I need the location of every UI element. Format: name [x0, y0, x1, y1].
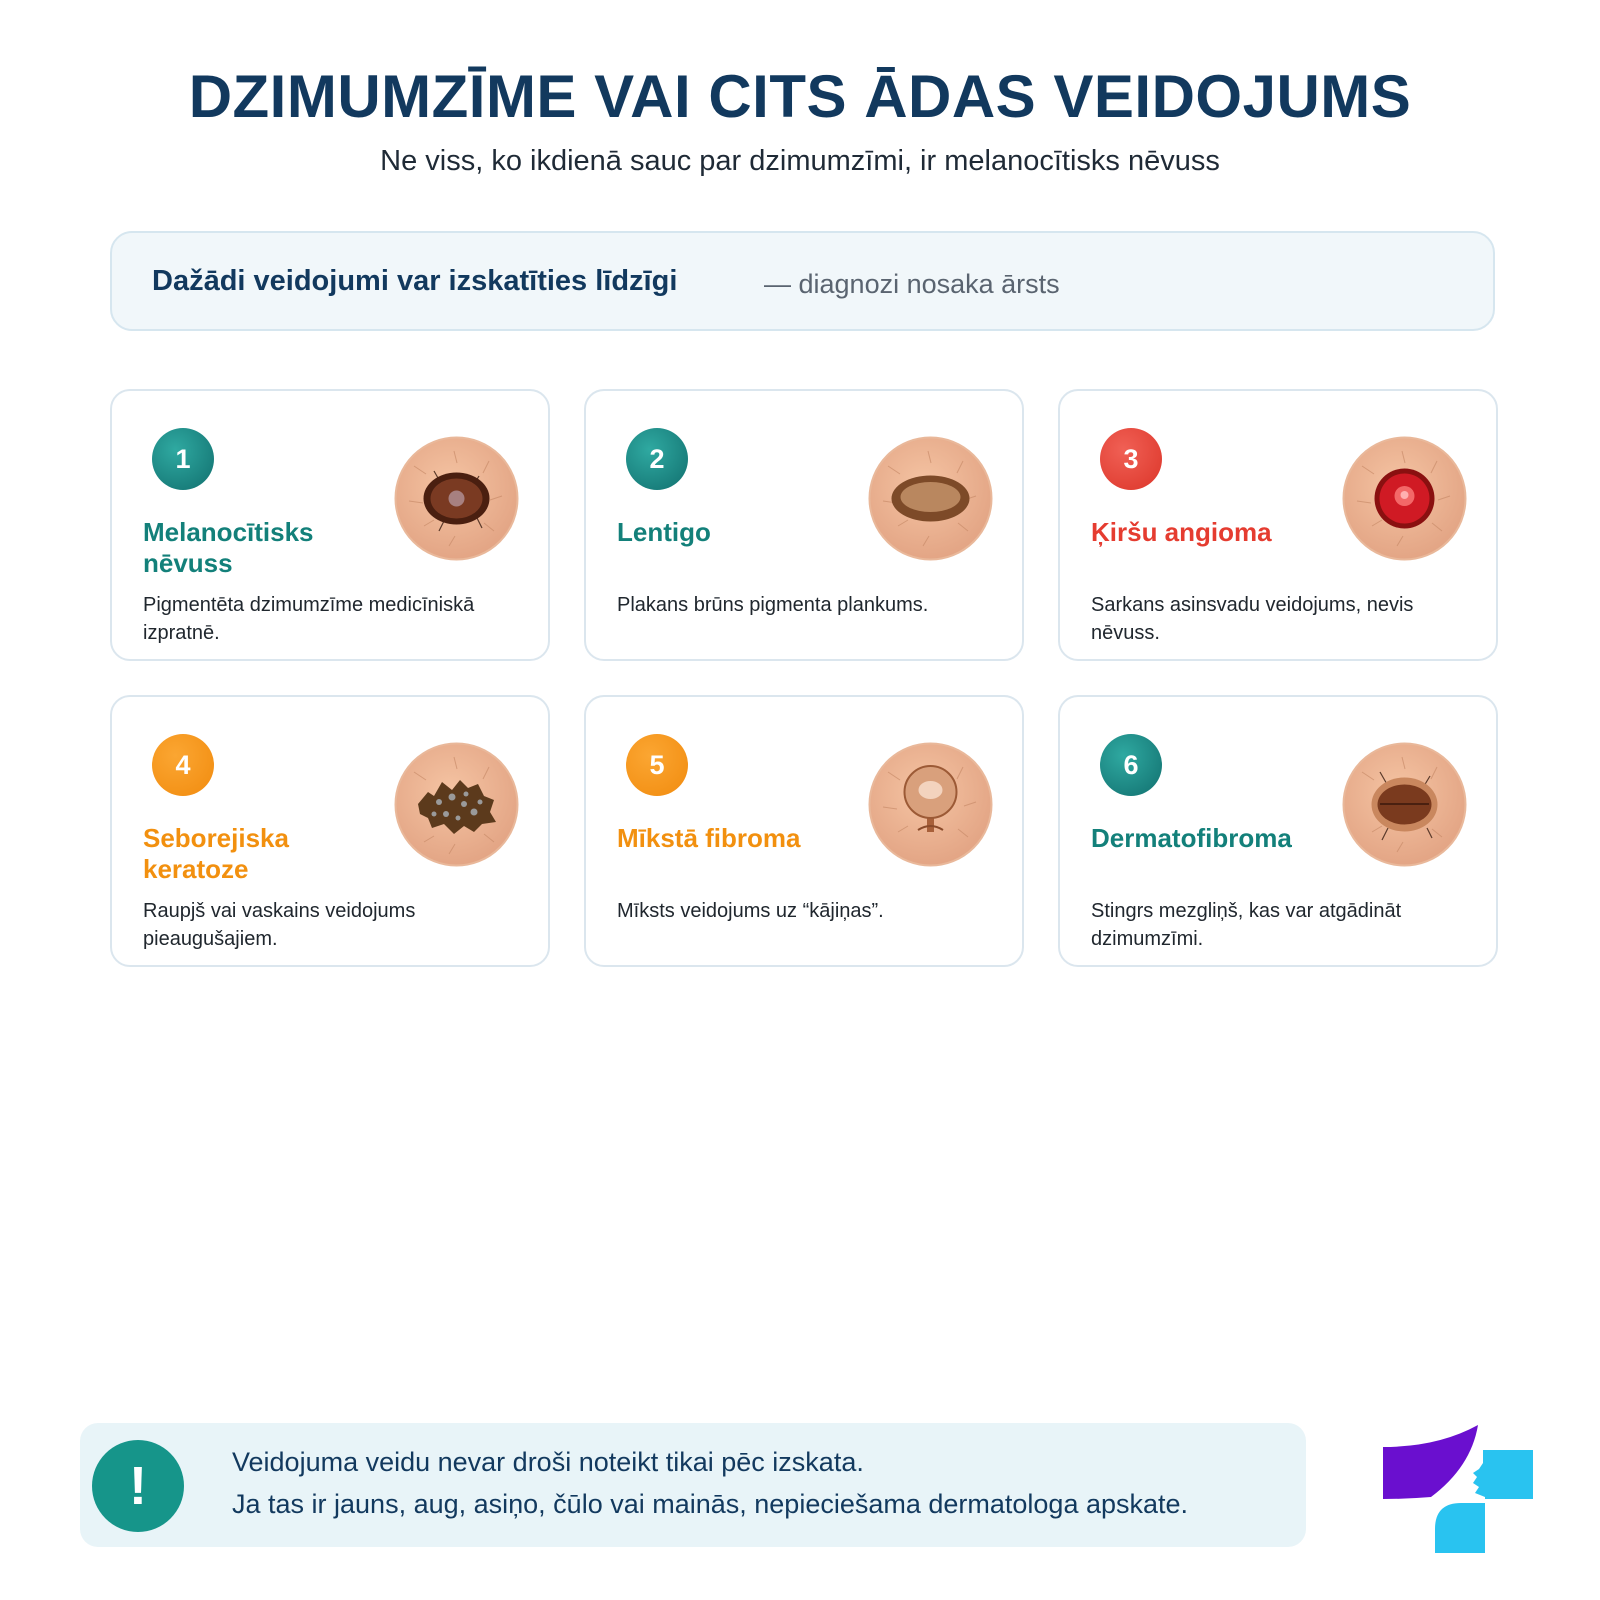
card-number-badge: 1 [152, 428, 214, 490]
warning-line-1: Veidojuma veidu nevar droši noteikt tikai pēc izskata. [232, 1447, 864, 1477]
banner-main-text: Dažādi veidojumi var izskatīties līdzīgi [152, 265, 678, 297]
soft-fibroma-icon [868, 742, 993, 867]
warning-box [80, 1423, 1306, 1547]
seborrheic-keratosis-icon [394, 742, 519, 867]
cherry-angioma-icon [1342, 436, 1467, 561]
page-title: DZIMUMZĪME VAI CITS ĀDAS VEIDOJUMS [188, 63, 1412, 130]
exclamation-icon: ! [92, 1440, 184, 1532]
card-title: Dermatofibroma [1091, 823, 1292, 853]
card-number-badge: 3 [1100, 428, 1162, 490]
card-title: Seborejiska keratoze [143, 823, 289, 884]
lentigo-icon [868, 436, 993, 561]
card-number-badge: 5 [626, 734, 688, 796]
card-number-badge: 2 [626, 428, 688, 490]
card-description: Sarkans asinsvadu veidojums, nevis nēvuss. [1091, 594, 1414, 644]
card-title: Mīkstā fibroma [617, 823, 801, 853]
page-subtitle: Ne viss, ko ikdienā sauc par dzimumzīmi, ir melanocītisks nēvuss [380, 145, 1220, 177]
nevus-icon [394, 436, 519, 561]
card-description: Pigmentēta dzimumzīme medicīniskā izpratnē. [143, 594, 475, 644]
card-title: Melanocītisks nēvuss [143, 517, 314, 578]
card-number-badge: 4 [152, 734, 214, 796]
card-seborrheic-keratosis [110, 695, 550, 967]
banner-sub-text: — diagnozi nosaka ārsts [764, 269, 1060, 299]
info-banner [110, 231, 1495, 331]
card-description: Mīksts veidojums uz “kājiņas”. [617, 900, 884, 922]
card-cherry-angioma [1058, 389, 1498, 661]
card-description: Raupjš vai vaskains veidojums pieaugušajiem. [143, 900, 416, 950]
card-soft-fibroma [584, 695, 1024, 967]
card-description: Plakans brūns pigmenta plankums. [617, 594, 929, 616]
card-title: Lentigo [617, 517, 711, 547]
card-melanocytic-nevus [110, 389, 550, 661]
card-dermatofibroma [1058, 695, 1498, 967]
card-number-badge: 6 [1100, 734, 1162, 796]
brand-logo-icon [1383, 1425, 1539, 1553]
card-title: Ķiršu angioma [1091, 517, 1272, 547]
warning-line-2: Ja tas ir jauns, aug, asiņo, čūlo vai mainās, nepieciešama dermatologa apskate. [232, 1489, 1189, 1519]
dermatofibroma-icon [1342, 742, 1467, 867]
card-lentigo [584, 389, 1024, 661]
card-description: Stingrs mezgliņš, kas var atgādināt dzimumzīmi. [1091, 900, 1402, 950]
